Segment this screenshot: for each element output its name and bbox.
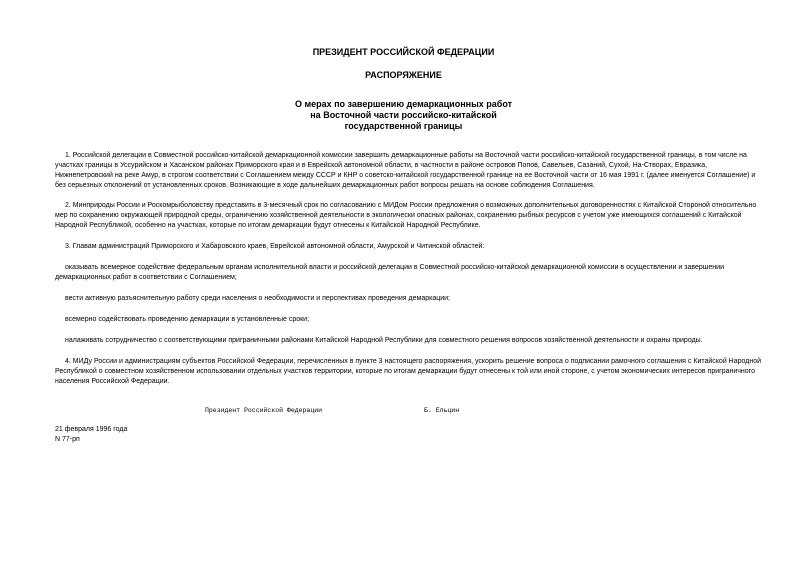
paragraph-line: демаркационных работ в соответствии с Соглашением; [55, 274, 237, 281]
paragraph-line: мер по сохранению окружающей природной среды, ограничению хозяйственной деятельности в экологически опасных районах, сохранению рыбных ресурсов с учетом уже имеющихся соглашений с Китайской [55, 212, 742, 219]
paragraph-line: Республикой о совместном хозяйственном использовании отдельных участков территории, которые по итогам демаркации будут отнесены к той или иной стороне, с учетом экономических интересов приграничного [55, 368, 755, 375]
paragraph-3-item-2 [55, 294, 768, 304]
paragraph-line: Народной Республикой, особенно на участках, которые по итогам демаркации будут отнесены к Китайской Народной Республике. [55, 222, 481, 229]
paragraph-line: 4. МИДу России и администрациям субъектов Российской Федерации, перечисленных в пункте 3 настоящего распоряжения, ускорить решение вопроса о подписании рамочного соглашения с Китайской Народной [65, 358, 762, 365]
paragraph-line: участках границы в Уссурийском и Хасанском районах Приморского края и в Еврейской автономной области, в частности в районе островов Попов, Савельев, Сазаний, Сухой, На-Створах, Евразика, [55, 162, 708, 169]
document-title [0, 99, 807, 132]
title-line: О мерах по завершению демаркационных работ [294, 99, 513, 109]
document-number: N 77-рп [55, 436, 80, 443]
paragraph-line: 1. Российской делегации в Совместной российско-китайской демаркационной комиссии завершить демаркационные работы на Восточной части российско-китайской государственной границы, в том числе на [65, 152, 747, 159]
document-date: 21 февраля 1996 года [55, 426, 128, 433]
paragraph-line: без серьезных отклонений от установленных сроков. Возникающие в ходе дальнейших демаркационных работ вопросы решать на основе соблюдения Соглашения. [55, 182, 595, 189]
paragraph-line: Нижнепетровский на реке Амур, в строгом соответствии с Соглашением между СССР и КНР о советско-китайской государственной границе на ее Восточной части от 16 мая 1991 г. (далее именуется Соглашение) и [55, 172, 756, 179]
document-type-heading: РАСПОРЯЖЕНИЕ [365, 70, 442, 80]
issuer-heading: ПРЕЗИДЕНТ РОССИЙСКОЙ ФЕДЕРАЦИИ [312, 47, 495, 57]
paragraph-2 [55, 201, 768, 231]
paragraph-line: оказывать всемерное содействие федеральным органам исполнительной власти и российской делегации в Совместной российско-китайской демаркационной комиссии в осуществлении и завершении [65, 264, 724, 271]
paragraph-3-item-3 [55, 315, 768, 325]
document-footer [55, 425, 127, 445]
signature-name: Б. Ельцин [424, 407, 460, 414]
paragraph-line: 3. Главам администраций Приморского и Хабаровского краев, Еврейской автономной области, Амурской и Читинской областей: [65, 243, 485, 250]
paragraph-1 [55, 151, 768, 191]
paragraph-line: вести активную разъяснительную работу среди населения о необходимости и перспективах проведения демаркации; [65, 295, 450, 302]
title-line: на Восточной части российско-китайской [310, 110, 497, 120]
paragraph-3 [55, 242, 768, 252]
paragraph-4 [55, 357, 768, 387]
signature-position: Президент Российской Федерации [205, 407, 323, 414]
paragraph-3-item-4 [55, 336, 768, 346]
paragraph-line: налаживать сотрудничество с соответствующими приграничными районами Китайской Народной Республики для совместного решения вопросов хозяйственной деятельности и охраны природы. [65, 337, 703, 344]
paragraph-line: 2. Минприроды России и Роскомрыболовству представить в 3-месячный срок по согласованию с МИДом России предложения о возможных дополнительных договоренностях с Китайской Стороной относительно [65, 202, 757, 209]
title-line: государственной границы [344, 121, 463, 131]
paragraph-3-item-1 [55, 263, 768, 283]
paragraph-line: всемерно содействовать проведению демаркации в установленные сроки; [65, 316, 310, 323]
paragraph-line: населения Российской Федерации. [55, 378, 170, 385]
